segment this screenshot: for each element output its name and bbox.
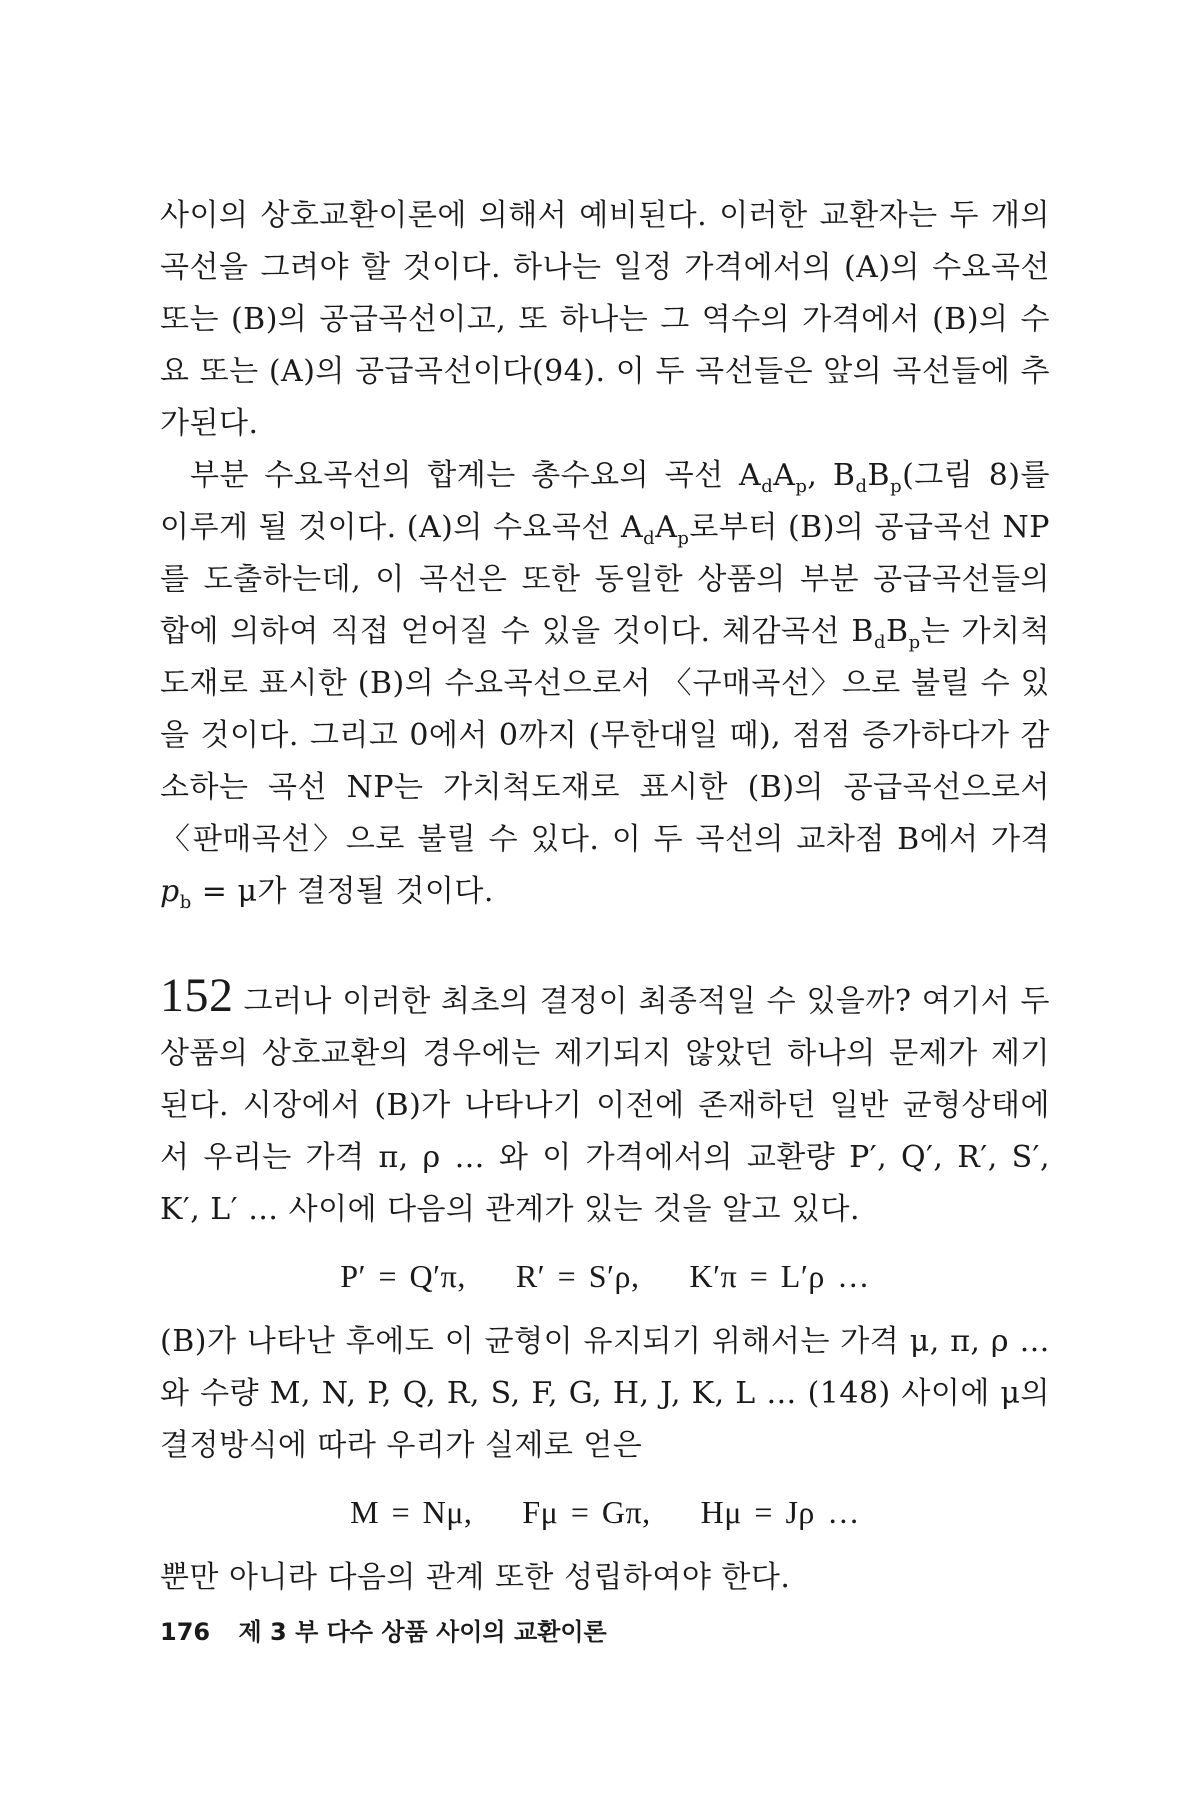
equation-1 (160, 1250, 1050, 1302)
subscript: p (795, 476, 808, 497)
subscript: p (890, 476, 903, 497)
eq-term: Hμ = Jρ … (700, 1494, 860, 1530)
paragraph-3: (B)가 나타난 후에도 이 균형이 유지되기 위해서는 가격 μ, π, ρ … 와 수량 M, N, P, Q, R, S, F, G, H, J, K, L … (148) 사이에 μ의 결정방식에 따라 우리가 실제로 얻은 (160, 1324, 1050, 1463)
text: 로부터 (B)의 공급곡선 NP를 도출하는데, 이 곡선은 또한 동일한 상품의 부분 공급곡선들의 합에 의하여 직접 얻어질 수 있을 것이다. 체감곡선 B (160, 510, 1050, 649)
subscript: d (643, 528, 656, 549)
text: = μ가 결정될 것이다. (191, 874, 494, 909)
eq-term: P′ = Q′π, (340, 1258, 466, 1294)
section-text: 그러나 이러한 최초의 결정이 최종적일 수 있을까? 여기서 두 상품의 상호교환의 경우에는 제기되지 않았던 하나의 문제가 제기된다. 시장에서 (B)가 나타나기 이전에 존재하던 일반 균형상태에서 우리는 가격 π, ρ … 와 이 가격에서의 교환량 P′, Q′, R′, S′, K′, L′ … 사이에 다음의 관계가 있는 것을 알고 있다. (160, 984, 1050, 1227)
eq-term: M = Nμ, (350, 1494, 473, 1530)
subscript: b (179, 892, 192, 913)
subscript: p (908, 632, 921, 653)
text: , B (807, 458, 856, 493)
part-label: 제 3 부 (238, 1618, 319, 1646)
text: B (867, 458, 891, 493)
section-152 (160, 970, 1050, 1236)
subscript: d (761, 476, 774, 497)
paragraph-2 (160, 450, 1050, 918)
subscript: p (677, 528, 690, 549)
text: 부분 수요곡선의 합계는 총수요의 곡선 A (190, 458, 762, 493)
text: A (655, 510, 678, 545)
page-number: 176 (160, 1618, 211, 1646)
subscript: d (873, 632, 887, 653)
eq-term: R′ = S′ρ, (515, 1258, 640, 1294)
eq-term: Fμ = Gπ, (522, 1494, 651, 1530)
eq-term: K′π = L′ρ … (689, 1258, 870, 1294)
section-number: 152 (160, 969, 234, 1022)
page-footer (160, 1612, 607, 1647)
paragraph-4: 뿐만 아니라 다음의 관계 또한 성립하여야 한다. (160, 1560, 791, 1595)
subscript: d (855, 476, 868, 497)
text: A (773, 458, 796, 493)
text: (그림 8)를 이루게 될 것이다. (A)의 수요곡선 A (160, 458, 1050, 545)
italic-var: p (160, 874, 180, 909)
chapter-title: 다수 상품 사이의 교환이론 (326, 1618, 607, 1646)
text: 는 가치척도재로 표시한 (B)의 수요곡선으로서 〈구매곡선〉으로 불릴 수 있을 것이다. 그리고 0에서 0까지 (무한대일 때), 점점 증가하다가 감소하는 곡선 NP는 가치척도재로 표시한 (B)의 공급곡선으로서 〈판매곡선〉으로 불릴 수 있다. 이 두 곡선의 교차점 B에서 가격 (160, 614, 1050, 857)
body-text (160, 190, 1050, 1604)
equation-2 (160, 1486, 1050, 1538)
text: B (886, 614, 909, 649)
paragraph-1: 사이의 상호교환이론에 의해서 예비된다. 이러한 교환자는 두 개의 곡선을 그려야 할 것이다. 하나는 일정 가격에서의 (A)의 수요곡선 또는 (B)의 공급곡선이고, 또 하나는 그 역수의 가격에서 (B)의 수요 또는 (A)의 공급곡선이다(94). 이 두 곡선들은 앞의 곡선들에 추가된다. (160, 198, 1050, 441)
